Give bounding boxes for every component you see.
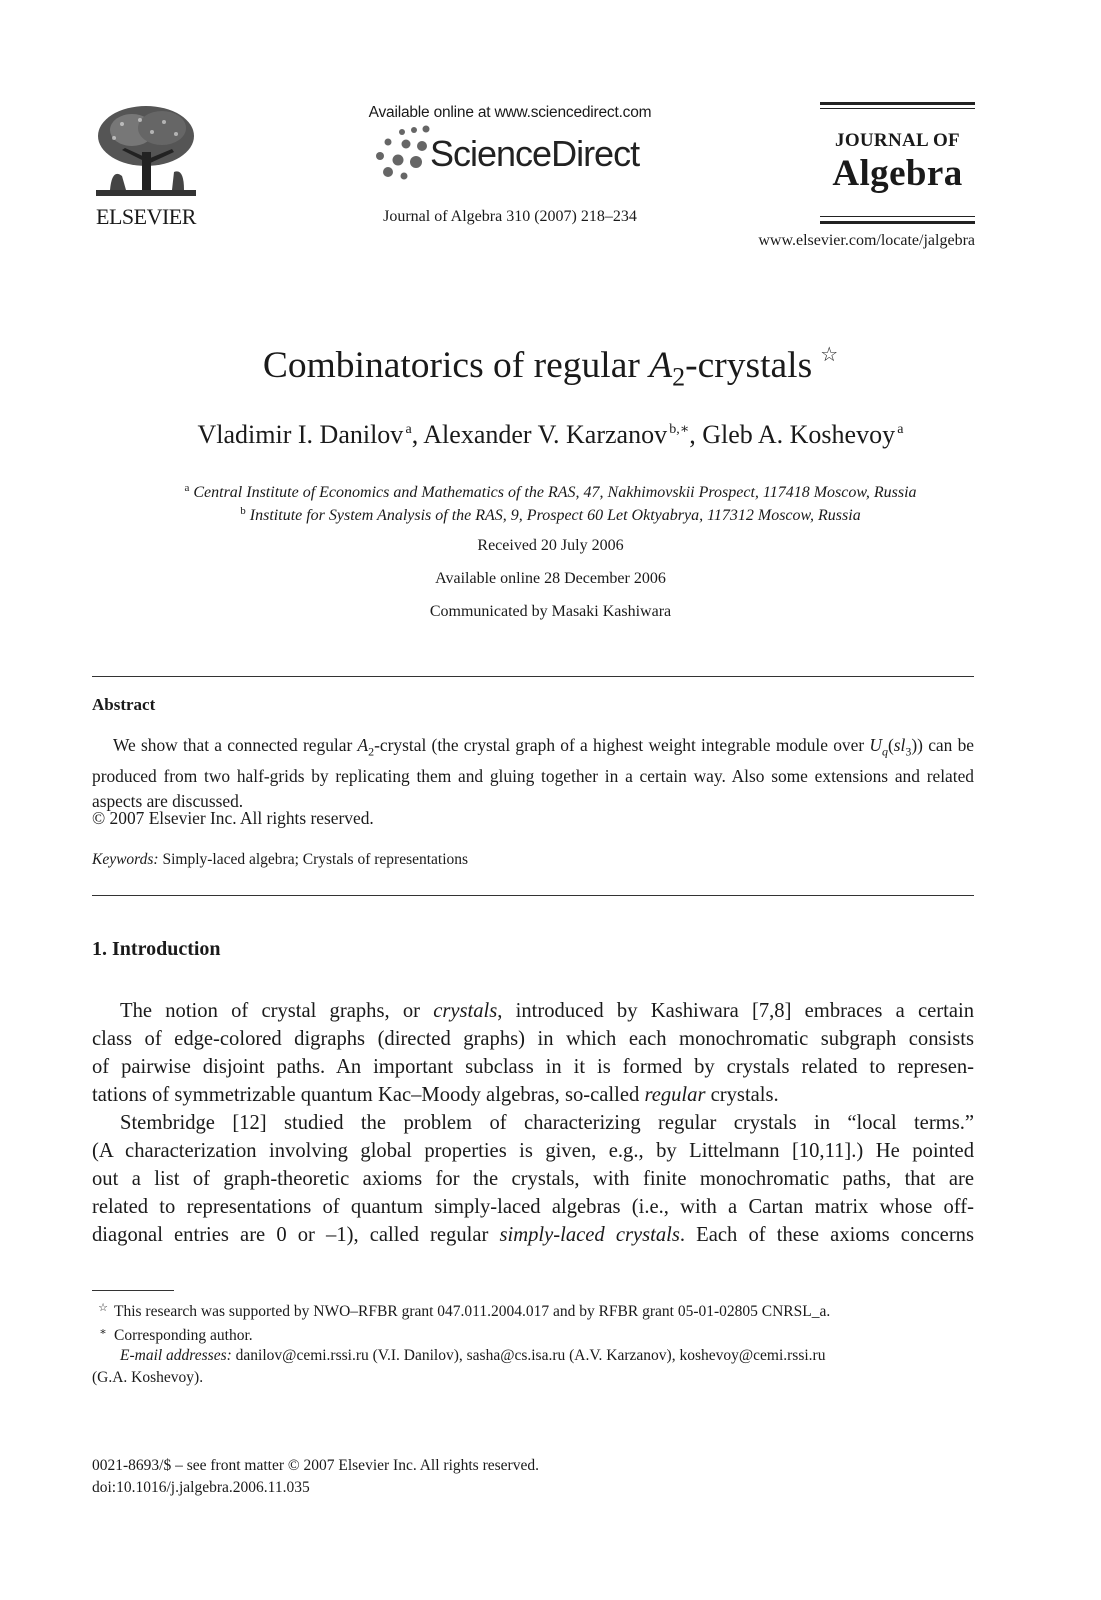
sciencedirect-wordmark: ScienceDirect — [430, 133, 640, 174]
footnote-emails — [120, 1345, 825, 1367]
divider-bottom — [92, 895, 974, 896]
affiliation-a — [0, 482, 1101, 502]
author-name: Alexander V. Karzanov — [423, 420, 668, 449]
abstract-heading: Abstract — [92, 695, 156, 714]
intro-line: diagonal entries are 0 or –1), called regular simply-laced crystals. Each of these axioms concerns — [92, 1224, 974, 1246]
communicated-by: Communicated by Masaki Kashiwara — [429, 603, 672, 620]
author-list: Vladimir I. Danilov $^a$, Alexander V. Karzanov $^{b,∗}$, Gleb A. Koshevoy $^a$ — [197, 420, 904, 449]
title-pre: Combinatorics of regular — [262, 345, 650, 386]
title-symbol: A — [649, 345, 673, 386]
abstract-copyright: © 2007 Elsevier Inc. All rights reserved. — [92, 808, 374, 828]
footnote-funding-text: This research was supported by NWO–RFBR grant 047.011.2004.017 and by RFBR grant 05-01-02805 CNRSL_a. — [114, 1303, 831, 1320]
intro-line: related to representations of quantum simply-laced algebras (i.e., with a Cartan matrix whose off- — [92, 1196, 974, 1218]
logo-rule-top — [820, 102, 975, 105]
logo-rule-bottom — [820, 221, 975, 224]
footnote-emails-cont: (G.A. Koshevoy). — [92, 1369, 204, 1386]
intro-line: The notion of crystal graphs, or crystals, introduced by Kashiwara [7,8] embraces a certain — [120, 1000, 974, 1022]
section-heading-introduction: 1. Introduction — [92, 938, 221, 960]
article-title — [0, 342, 1101, 393]
keywords-text: Simply-laced algebra; Crystals of representations — [162, 851, 469, 868]
intro-line: (A characterization involving global properties is given, e.g., by Littelmann [10,11].) He pointed — [92, 1140, 974, 1162]
logo-rule-bottom-thin — [820, 216, 975, 217]
available-online-date: Available online 28 December 2006 — [435, 570, 666, 587]
title-subscript: 2 — [672, 362, 686, 392]
article-identifiers — [92, 1455, 539, 1499]
title-footnote-star-icon[interactable]: ☆ — [820, 344, 839, 366]
email-label: E-mail addresses: — [120, 1347, 232, 1364]
intro-line: class of edge-colored digraphs (directed graphs) in which each monochromatic subgraph consists — [92, 1028, 974, 1050]
journal-logo-line1: JOURNAL OF — [835, 130, 960, 151]
elsevier-logo — [92, 102, 200, 228]
elsevier-wordmark: ELSEVIER — [96, 204, 196, 229]
logo-rule-top-thin — [820, 108, 975, 109]
intro-line: out a list of graph-theoretic axioms for the crystals, with finite monochromatic paths, that are — [92, 1168, 974, 1190]
footnote-corresponding-text: Corresponding author. — [114, 1327, 253, 1344]
affiliation-text: Institute for System Analysis of the RAS, 9, Prospect 60 Let Oktyabrya, 117312 Moscow, Russia — [249, 507, 861, 524]
available-online-text: Available online at www.sciencedirect.com — [368, 104, 652, 121]
intro-line: Stembridge [12] studied the problem of characterizing regular crystals in “local terms.” — [120, 1112, 974, 1134]
journal-logo-line2: Algebra — [832, 153, 963, 194]
footnote-rule — [92, 1290, 174, 1291]
keywords-label: Keywords: — [92, 851, 159, 868]
author-name: Vladimir I. Danilov — [197, 420, 404, 449]
elsevier-tree-icon — [92, 102, 200, 202]
email-addresses[interactable]: danilov@cemi.rssi.ru (V.I. Danilov), sasha@cs.isa.ru (A.V. Karzanov), koshevoy@cemi.rssi.ru — [231, 1347, 826, 1364]
footnote-corresponding — [92, 1321, 253, 1347]
author-name: Gleb A. Koshevoy — [702, 420, 896, 449]
journal-reference: Journal of Algebra 310 (2007) 218–234 — [383, 208, 637, 225]
journal-of-algebra-logo — [820, 102, 975, 226]
affiliation-mark: b — [240, 505, 246, 517]
title-post: -crystals — [685, 345, 813, 386]
intro-line: of pairwise disjoint paths. An important subclass in it is formed by crystals related to represen- — [92, 1056, 974, 1078]
intro-line: tations of symmetrizable quantum Kac–Moody algebras, so-called regular crystals. — [92, 1084, 779, 1106]
received-date: Received 20 July 2006 — [477, 537, 624, 554]
affiliation-mark: a — [184, 482, 190, 494]
footnote-funding — [92, 1297, 830, 1323]
author-affil-mark[interactable]: a — [405, 422, 412, 437]
footnote-asterisk-icon: ∗ — [99, 1326, 107, 1338]
issn-line: 0021-8693/$ – see front matter © 2007 Elsevier Inc. All rights reserved. — [92, 1457, 539, 1474]
author-affil-mark[interactable]: a — [897, 422, 904, 437]
affiliation-b — [0, 505, 1101, 525]
author-affil-mark[interactable]: b,∗ — [669, 422, 690, 437]
keywords — [92, 851, 468, 869]
affiliation-text: Central Institute of Economics and Mathematics of the RAS, 47, Nakhimovskii Prospect, 117418 Moscow, Russia — [193, 484, 917, 501]
doi-line[interactable]: doi:10.1016/j.jalgebra.2006.11.035 — [92, 1479, 310, 1496]
divider-top — [92, 676, 974, 677]
footnote-star-icon: ☆ — [98, 1302, 108, 1314]
sciencedirect-header — [330, 104, 690, 234]
journal-url[interactable]: www.elsevier.com/locate/jalgebra — [758, 232, 975, 249]
abstract-text: We show that a connected regular $A_2$-crystal (the crystal graph of a highest weight integrable module over $U_q(sl_3)$) can be produced from two half-grids by replicating them and gluing together in a certain way. Also some extensions and related aspects are discussed. — [92, 735, 975, 812]
sciencedirect-dots-icon — [358, 124, 438, 180]
